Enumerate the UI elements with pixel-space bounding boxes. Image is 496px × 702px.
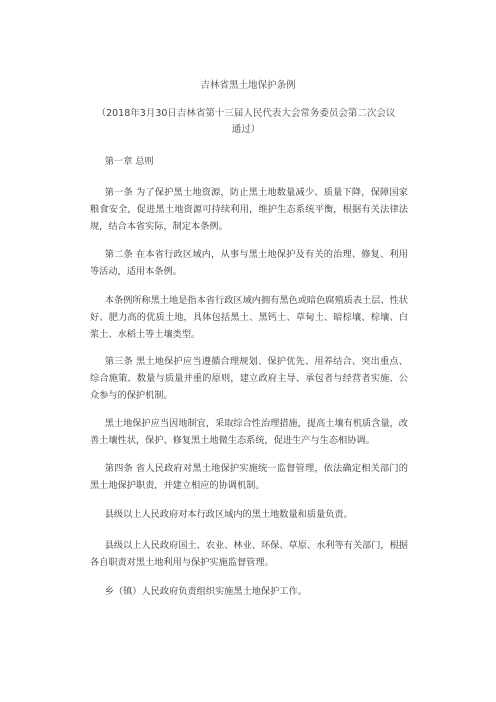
document-subtitle: （2018年3月30日吉林省第十三届人民代表大会常务委员会第二次会议通过） [96,108,396,135]
article-4-paragraph-3: 县级以上人民政府国土、农业、林业、环保、草原、水利等有关部门，根据各自职责对黑土地利用与保护实施监督管理。 [90,540,408,568]
article-3-paragraph-2: 黑土地保护应当因地制宜，采取综合性治理措施，提高土壤有机质含量，改善土壤性状，保护、修复黑土地微生态系统，促进生产与生态相协调。 [90,418,408,446]
article-4: 第四条 省人民政府对黑土地保护实施统一监督管理，依法确定相关部门的黑土地保护职责，并建立相应的协调机制。 [90,463,408,491]
article-3: 第三条 黑土地保护应当遵循合理规划、保护优先、用养结合、突出重点、综合施策、数量与质量并重的原则，建立政府主导、承包者与经营者实施、公众参与的保护机制。 [90,356,408,401]
article-2-definition: 本条例所称黑土地是指本省行政区域内拥有黑色或暗色腐殖质表土层、性状好、肥力高的优质土地，具体包括黑土、黑钙土、草甸土、暗棕壤、棕壤、白浆土、水稻土等土壤类型。 [90,295,408,340]
article-2: 第二条 在本省行政区域内，从事与黑土地保护及有关的治理、修复、利用等活动，适用本条例。 [90,249,408,277]
article-4-paragraph-2: 县级以上人民政府对本行政区域内的黑土地数量和质量负责。 [104,509,353,520]
article-1: 第一条 为了保护黑土地资源，防止黑土地数量减少、质量下降，保障国家粮食安全，促进黑土地资源可持续利用，维护生态系统平衡，根据有关法律法规，结合本省实际，制定本条例。 [90,187,408,232]
chapter-heading: 第一章 总则 [104,156,154,167]
document-title: 吉林省黑土地保护条例 [200,80,296,91]
article-4-paragraph-4: 乡（镇）人民政府负责组织实施黑土地保护工作。 [104,586,307,597]
